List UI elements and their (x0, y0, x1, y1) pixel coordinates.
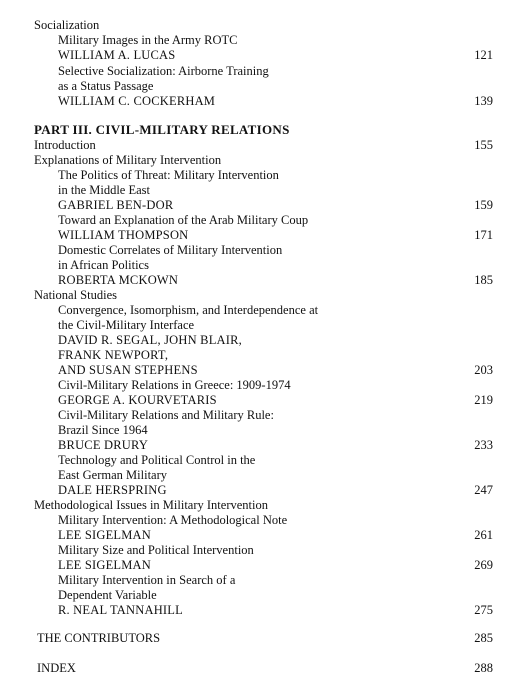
contents-entry: DALE HERSPRING (58, 483, 167, 497)
contents-entry: DAVID R. SEGAL, JOHN BLAIR, (58, 333, 242, 347)
page-number: 219 (474, 393, 493, 407)
contents-entry: Convergence, Isomorphism, and Interdependence at (58, 303, 319, 317)
page-number: 269 (474, 558, 493, 572)
contents-entry: the Civil-Military Interface (58, 318, 195, 332)
contents-entry: Selective Socialization: Airborne Training (58, 64, 269, 78)
page-number: 285 (474, 631, 493, 645)
contents-entry: Explanations of Military Intervention (34, 153, 222, 167)
contents-entry: WILLIAM A. LUCAS (58, 48, 176, 62)
contents-entry: in African Politics (58, 258, 149, 272)
contents-entry: Civil-Military Relations in Greece: 1909-1974 (58, 378, 291, 392)
page-number: 233 (474, 438, 493, 452)
page-number: 159 (474, 198, 493, 212)
contents-entry: Domestic Correlates of Military Intervention (58, 243, 283, 257)
contents-entry: East German Military (58, 468, 167, 482)
contents-entry: GEORGE A. KOURVETARIS (58, 393, 217, 407)
page-number: 155 (474, 138, 493, 152)
page-number: 261 (474, 528, 493, 542)
contents-entry: National Studies (34, 288, 117, 302)
contents-entry: PART III. CIVIL-MILITARY RELATIONS (34, 122, 290, 137)
contents-entry: Civil-Military Relations and Military Rule: (58, 408, 274, 422)
contents-entry: The Politics of Threat: Military Intervention (58, 168, 279, 182)
contents-entry: AND SUSAN STEPHENS (58, 363, 198, 377)
contents-entry: FRANK NEWPORT, (58, 348, 169, 362)
page-number: 275 (474, 603, 493, 617)
contents-entry: GABRIEL BEN-DOR (58, 198, 174, 212)
page-number: 203 (474, 363, 493, 377)
contents-entry: Military Size and Political Intervention (58, 543, 254, 557)
page-number: 247 (474, 483, 493, 497)
contents-entry: BRUCE DRURY (58, 438, 149, 452)
contents-entry: LEE SIGELMAN (58, 528, 152, 542)
contents-entry: LEE SIGELMAN (58, 558, 152, 572)
page-number: 185 (474, 273, 493, 287)
contents-entry: WILLIAM THOMPSON (58, 228, 189, 242)
contents-entry: WILLIAM C. COCKERHAM (58, 94, 216, 108)
contents-entry: Military Intervention in Search of a (58, 573, 236, 587)
contents-entry: R. NEAL TANNAHILL (58, 603, 183, 617)
contents-entry: Methodological Issues in Military Intervention (34, 498, 268, 512)
contents-entry: ROBERTA MCKOWN (58, 273, 179, 287)
contents-entry: Socialization (34, 18, 100, 32)
page-number: 288 (474, 661, 493, 675)
contents-entry: Introduction (34, 138, 96, 152)
contents-entry: Technology and Political Control in the (58, 453, 256, 467)
contents-entry: as a Status Passage (58, 79, 154, 93)
contents-entry: Toward an Explanation of the Arab Military Coup (58, 213, 309, 227)
contents-entry: THE CONTRIBUTORS (37, 631, 161, 645)
contents-entry: Brazil Since 1964 (58, 423, 148, 437)
page-number: 121 (474, 48, 493, 62)
contents-entry: in the Middle East (58, 183, 150, 197)
contents-entry: Dependent Variable (58, 588, 157, 602)
contents-entry: Military Intervention: A Methodological Note (58, 513, 288, 527)
page-number: 171 (474, 228, 493, 242)
page-number: 139 (474, 94, 493, 108)
contents-entry: Military Images in the Army ROTC (58, 33, 238, 47)
contents-entry: INDEX (37, 661, 76, 675)
